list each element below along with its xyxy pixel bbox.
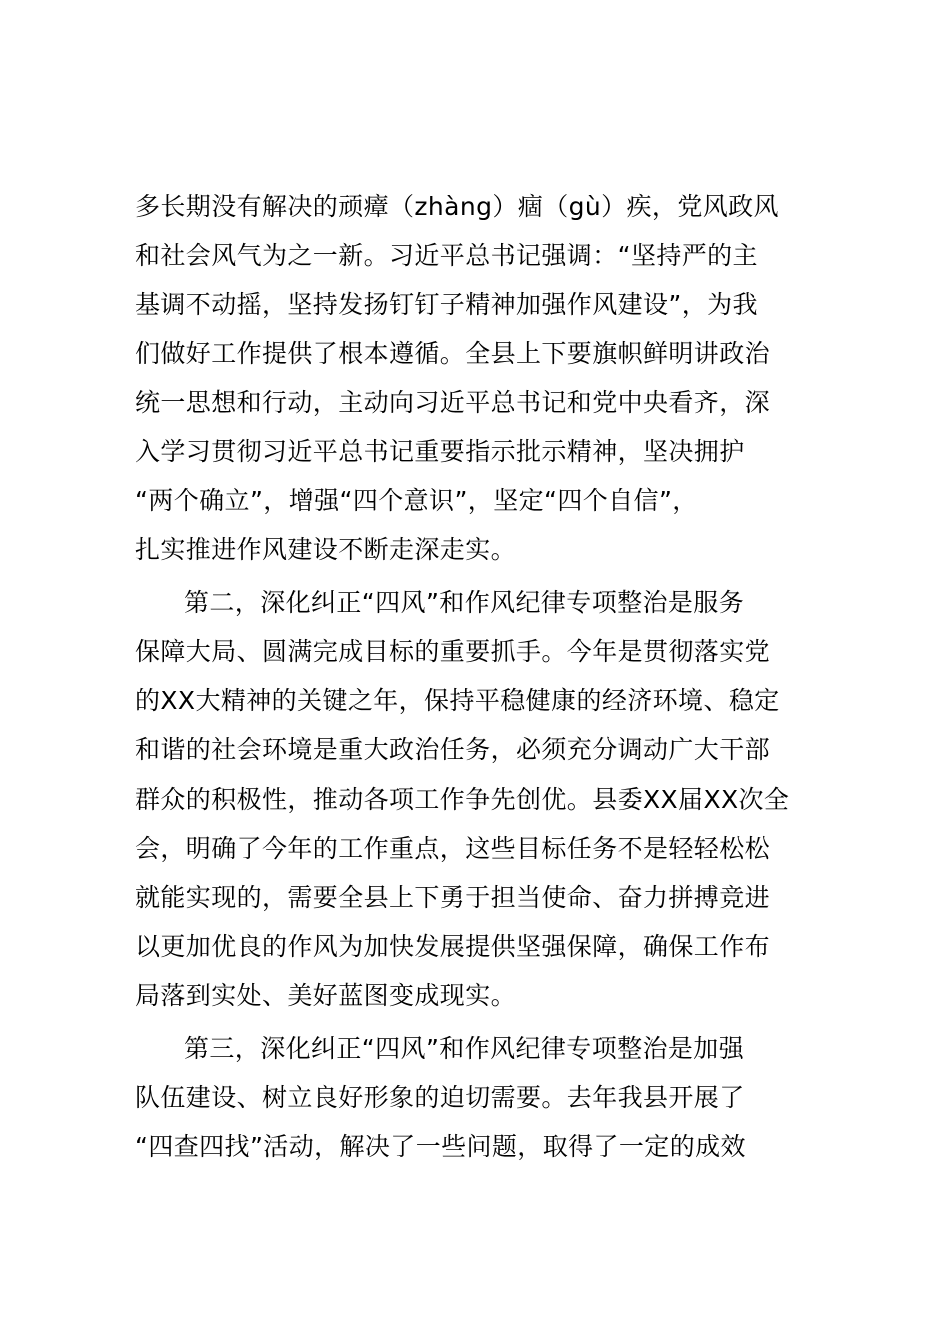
text-line: “两个确立”，增强“四个意识”，坚定“四个自信”， bbox=[135, 486, 698, 515]
text-line: 局落到实处、美好蓝图变成现实。 bbox=[135, 981, 517, 1010]
text-line: 的XX大精神的关键之年，保持平稳健康的经济环境、稳定 bbox=[135, 686, 780, 715]
text-line: “四查四找”活动，解决了一些问题，取得了一定的成效 bbox=[135, 1132, 746, 1161]
text-line: 多长期没有解决的顽瘴（zhàng）痼（gù）疾，党风政风 bbox=[135, 192, 779, 221]
text-line: 会，明确了今年的工作重点，这些目标任务不是轻轻松松 bbox=[135, 834, 771, 863]
text-line: 入学习贯彻习近平总书记重要指示批示精神，坚决拥护 bbox=[135, 437, 745, 466]
text-line: 基调不动摇，坚持发扬钉钉子精神加强作风建设”，为我 bbox=[135, 290, 758, 319]
text-line: 队伍建设、树立良好形象的迫切需要。去年我县开展了 bbox=[135, 1083, 745, 1112]
text-line: 扎实推进作风建设不断走深走实。 bbox=[135, 535, 517, 564]
paragraph-first-line: 第二，深化纠正“四风”和作风纪律专项整治是服务 bbox=[184, 588, 745, 617]
text-line: 和社会风气为之一新。习近平总书记强调：“坚持严的主 bbox=[135, 241, 758, 270]
text-line: 群众的积极性，推动各项工作争先创优。县委XX届XX次全 bbox=[135, 785, 790, 814]
text-line: 就能实现的，需要全县上下勇于担当使命、奋力拼搏竞进 bbox=[135, 883, 771, 912]
text-line: 和谐的社会环境是重大政治任务，必须充分调动广大干部 bbox=[135, 735, 771, 764]
text-line: 保障大局、圆满完成目标的重要抓手。今年是贯彻落实党 bbox=[135, 637, 771, 666]
paragraph-first-line: 第三，深化纠正“四风”和作风纪律专项整治是加强 bbox=[184, 1034, 745, 1063]
text-line: 以更加优良的作风为加快发展提供坚强保障，确保工作布 bbox=[135, 932, 771, 961]
text-line: 统一思想和行动，主动向习近平总书记和党中央看齐，深 bbox=[135, 388, 771, 417]
text-line: 们做好工作提供了根本遵循。全县上下要旗帜鲜明讲政治 bbox=[135, 339, 771, 368]
